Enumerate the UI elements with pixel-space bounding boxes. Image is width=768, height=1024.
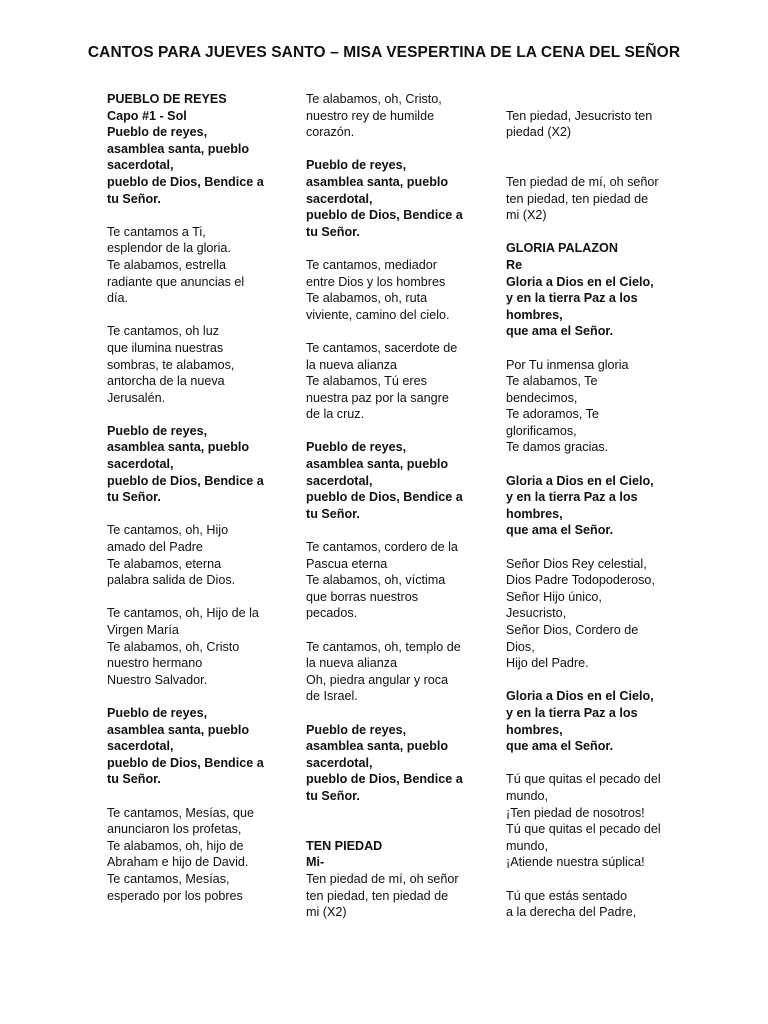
page-title: CANTOS PARA JUEVES SANTO – MISA VESPERTINA DE LA CENA DEL SEÑOR <box>87 44 681 61</box>
chorus-stanza: GLORIA PALAZON Re Gloria a Dios en el Cielo, y en la tierra Paz a los hombres, que ama el Señor. <box>506 241 654 339</box>
chorus-stanza: Pueblo de reyes, asamblea santa, pueblo sacerdotal, pueblo de Dios, Bendice a tu Señor. <box>306 158 463 239</box>
stanza-spacer <box>107 307 292 324</box>
stanza-spacer <box>107 589 292 606</box>
stanza-spacer <box>306 141 491 158</box>
verse-stanza: Señor Dios Rey celestial, Dios Padre Todopoderoso, Señor Hijo único, Jesucristo, Señor Dios, Cordero de Dios, Hijo del Padre. <box>506 556 655 671</box>
verse-stanza: Te alabamos, oh, Cristo, nuestro rey de humilde corazón. <box>306 92 442 140</box>
verse-stanza: Te cantamos, oh luz que ilumina nuestras sombras, te alabamos, antorcha de la nueva Jerusalén. <box>107 324 235 405</box>
stanza-spacer <box>506 456 666 473</box>
stanza-spacer <box>506 91 666 108</box>
stanza-spacer <box>306 705 491 722</box>
column-2 <box>306 91 491 921</box>
stanza-spacer <box>306 805 491 838</box>
verse-stanza: Te cantamos, sacerdote de la nueva alianza Te alabamos, Tú eres nuestra paz por la sangre de la cruz. <box>306 340 458 422</box>
chorus-stanza: Pueblo de reyes, asamblea santa, pueblo sacerdotal, pueblo de Dios, Bendice a tu Señor. <box>107 705 264 787</box>
stanza-spacer <box>107 207 292 224</box>
stanza-spacer <box>506 672 666 689</box>
column-1 <box>107 91 292 904</box>
stanza-spacer <box>506 224 666 241</box>
verse-stanza: Te cantamos, oh, Hijo amado del Padre Te alabamos, eterna palabra salida de Dios. <box>107 523 236 588</box>
stanza-spacer <box>306 240 491 257</box>
stanza-spacer <box>506 871 666 888</box>
verse-stanza: Tú que quitas el pecado del mundo, ¡Ten piedad de nosotros! Tú que quitas el pecado del mundo, ¡Atiende nuestra súplica! <box>506 772 661 870</box>
stanza-spacer <box>107 406 292 423</box>
stanza-spacer <box>506 755 666 772</box>
stanza-spacer <box>107 688 292 705</box>
stanza-spacer <box>506 539 666 556</box>
chorus-stanza: Pueblo de reyes, asamblea santa, pueblo sacerdotal, pueblo de Dios, Bendice a tu Señor. <box>306 440 463 521</box>
verse-stanza: Por Tu inmensa gloria Te alabamos, Te bendecimos, Te adoramos, Te glorificamos, Te damos gracias. <box>506 357 629 455</box>
stanza-spacer <box>107 788 292 805</box>
verse-stanza: Tú que estás sentado a la derecha del Padre, <box>506 888 637 920</box>
verse-stanza: Te cantamos, cordero de la Pascua eterna Te alabamos, oh, víctima que borras nuestros pecados. <box>306 540 458 621</box>
stanza-spacer <box>306 522 491 539</box>
verse-stanza: Ten piedad de mí, oh señor ten piedad, ten piedad de mi (X2) <box>306 871 459 920</box>
stanza-spacer <box>506 141 666 174</box>
chorus-stanza: PUEBLO DE REYES Capo #1 - Sol Pueblo de reyes, asamblea santa, pueblo sacerdotal, pueblo de Dios, Bendice a tu Señor. <box>107 92 264 206</box>
chorus-stanza: Pueblo de reyes, asamblea santa, pueblo sacerdotal, pueblo de Dios, Bendice a tu Señor. <box>107 423 264 505</box>
chorus-stanza: TEN PIEDAD Mi- <box>306 838 383 870</box>
stanza-spacer <box>506 340 666 357</box>
column-3 <box>506 91 666 921</box>
verse-stanza: Te cantamos, oh, Hijo de la Virgen María Te alabamos, oh, Cristo nuestro hermano Nuestro Salvador. <box>107 606 259 687</box>
chorus-stanza: Gloria a Dios en el Cielo, y en la tierra Paz a los hombres, que ama el Señor. <box>506 473 654 538</box>
verse-stanza: Te cantamos, oh, templo de la nueva alianza Oh, piedra angular y roca de Israel. <box>306 639 461 704</box>
verse-stanza: Ten piedad, Jesucristo ten piedad (X2) <box>506 108 653 140</box>
verse-stanza: Te cantamos, mediador entre Dios y los hombres Te alabamos, oh, ruta viviente, camino del cielo. <box>306 257 450 322</box>
stanza-spacer <box>306 323 491 340</box>
stanza-spacer <box>107 506 292 523</box>
stanza-spacer <box>306 423 491 440</box>
verse-stanza: Te cantamos, Mesías, que anunciaron los profetas, Te alabamos, oh, hijo de Abraham e hijo de David. Te cantamos, Mesías, esperado por los pobres <box>107 805 254 903</box>
verse-stanza: Ten piedad de mí, oh señor ten piedad, ten piedad de mi (X2) <box>506 174 659 223</box>
verse-stanza: Te cantamos a Ti, esplendor de la gloria. Te alabamos, estrella radiante que anuncias el día. <box>107 224 245 306</box>
chorus-stanza: Gloria a Dios en el Cielo, y en la tierra Paz a los hombres, que ama el Señor. <box>506 689 654 754</box>
stanza-spacer <box>306 622 491 639</box>
chorus-stanza: Pueblo de reyes, asamblea santa, pueblo sacerdotal, pueblo de Dios, Bendice a tu Señor. <box>306 722 463 803</box>
